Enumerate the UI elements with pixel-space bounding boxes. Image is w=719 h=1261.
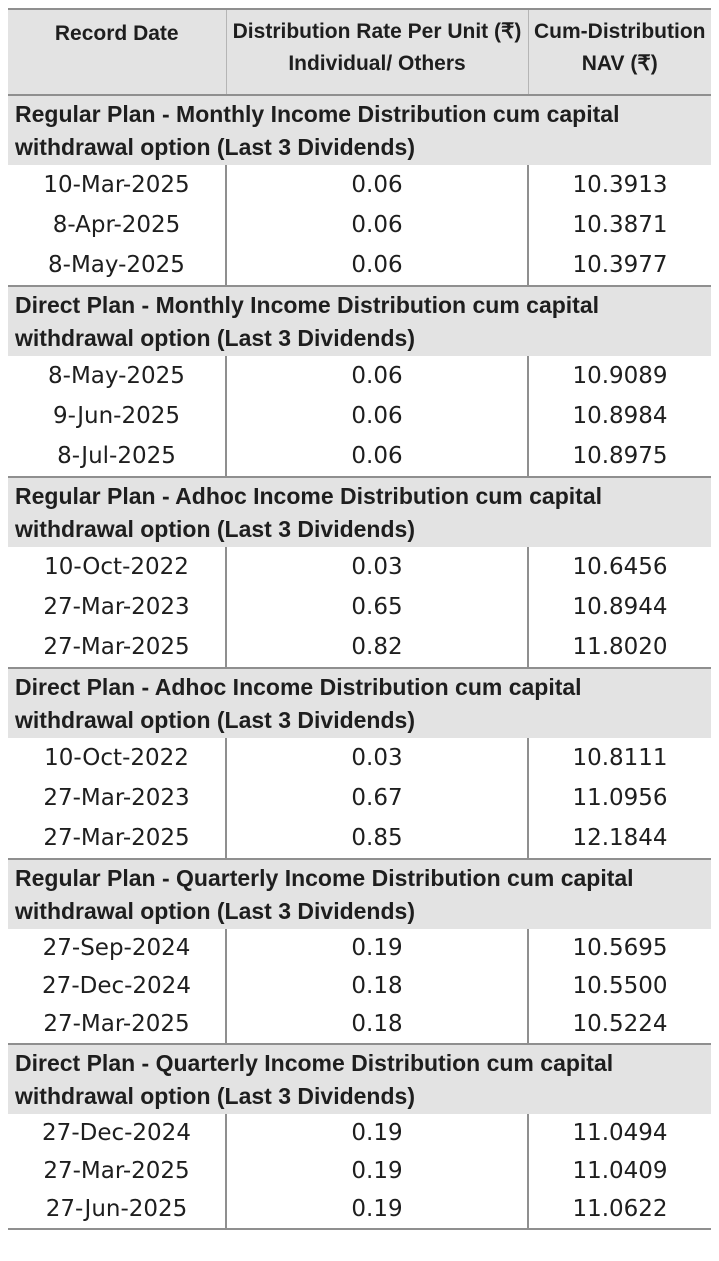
table-row xyxy=(8,967,711,1005)
nav-cell: 10.8944 xyxy=(528,587,711,627)
section-header-row xyxy=(8,95,711,165)
distribution-rate-cell: 0.19 xyxy=(226,1114,528,1152)
distribution-rate-cell: 0.03 xyxy=(226,547,528,587)
nav-cell: 10.8111 xyxy=(528,738,711,778)
distribution-rate-cell: 0.82 xyxy=(226,627,528,668)
section-header-row xyxy=(8,668,711,738)
distribution-rate-header-line1: Distribution Rate Per Unit (₹) xyxy=(232,20,522,43)
record-date-cell: 8-Apr-2025 xyxy=(52,212,181,238)
nav-cell: 10.5224 xyxy=(528,1005,711,1044)
record-date-cell: 10-Oct-2022 xyxy=(44,554,189,580)
nav-cell: 10.3977 xyxy=(528,245,711,286)
table-row xyxy=(8,356,711,396)
table-row xyxy=(8,165,711,205)
record-date-header-text: Record Date xyxy=(54,22,179,45)
record-date-cell: 27-Mar-2023 xyxy=(43,785,190,811)
table-row xyxy=(8,1005,711,1044)
distribution-rate-cell: 0.06 xyxy=(226,436,528,477)
distribution-rate-header-line2: Individual/ Others xyxy=(288,52,466,75)
record-date-cell: 27-Mar-2025 xyxy=(43,1011,190,1037)
nav-header-line1: Cum-Distribution xyxy=(534,20,706,43)
table-row xyxy=(8,818,711,859)
table-row xyxy=(8,205,711,245)
record-date-cell: 8-Jul-2025 xyxy=(57,443,176,469)
section-regular-quarterly xyxy=(8,859,711,1044)
distribution-rate-cell: 0.06 xyxy=(226,205,528,245)
section-regular-monthly xyxy=(8,95,711,286)
table-row xyxy=(8,436,711,477)
record-date-cell: 27-Jun-2025 xyxy=(8,1190,226,1229)
cum-distribution-nav-header xyxy=(528,9,711,95)
record-date-cell: 27-Dec-2024 xyxy=(42,973,191,999)
table-row xyxy=(8,778,711,818)
distribution-rate-cell: 0.65 xyxy=(226,587,528,627)
distribution-rate-cell: 0.06 xyxy=(226,396,528,436)
table-row xyxy=(8,929,711,967)
distribution-rate-cell: 0.03 xyxy=(226,738,528,778)
distribution-rate-cell: 0.67 xyxy=(226,778,528,818)
dividend-history-table xyxy=(8,8,711,1230)
distribution-rate-header xyxy=(226,9,528,95)
section-title: Regular Plan - Quarterly Income Distribution cum capital withdrawal option (Last 3 Dividends) xyxy=(8,859,711,929)
record-date-cell: 10-Mar-2025 xyxy=(43,172,190,198)
record-date-cell: 8-May-2025 xyxy=(48,363,185,389)
section-title: Regular Plan - Monthly Income Distribution cum capital withdrawal option (Last 3 Dividends) xyxy=(8,95,711,165)
table-row xyxy=(8,1190,711,1229)
nav-cell: 10.3871 xyxy=(528,205,711,245)
table-row xyxy=(8,1114,711,1152)
record-date-cell: 27-Mar-2023 xyxy=(43,594,190,620)
record-date-header xyxy=(8,9,226,95)
distribution-rate-cell: 0.18 xyxy=(226,967,528,1005)
nav-cell: 10.5695 xyxy=(528,929,711,967)
table-row xyxy=(8,1152,711,1190)
table-row xyxy=(8,547,711,587)
table-header xyxy=(8,9,711,95)
nav-cell: 10.8984 xyxy=(528,396,711,436)
nav-cell: 11.0409 xyxy=(528,1152,711,1190)
header-row xyxy=(8,9,711,95)
distribution-rate-cell: 0.06 xyxy=(226,356,528,396)
nav-cell: 11.0494 xyxy=(528,1114,711,1152)
record-date-cell: 27-Mar-2025 xyxy=(43,825,190,851)
nav-cell: 10.8975 xyxy=(528,436,711,477)
distribution-rate-cell: 0.19 xyxy=(226,929,528,967)
section-header-row xyxy=(8,859,711,929)
section-title: Direct Plan - Quarterly Income Distribution cum capital withdrawal option (Last 3 Dividends) xyxy=(8,1044,711,1114)
table-row xyxy=(8,738,711,778)
nav-cell: 10.6456 xyxy=(528,547,711,587)
section-direct-quarterly xyxy=(8,1044,711,1229)
distribution-rate-cell: 0.19 xyxy=(226,1190,528,1229)
nav-cell: 12.1844 xyxy=(528,818,711,859)
nav-cell: 10.3913 xyxy=(528,165,711,205)
section-title: Direct Plan - Adhoc Income Distribution cum capital withdrawal option (Last 3 Dividends) xyxy=(8,668,711,738)
record-date-cell: 27-Mar-2025 xyxy=(43,1158,190,1184)
nav-cell: 11.0956 xyxy=(528,778,711,818)
section-title: Direct Plan - Monthly Income Distribution cum capital withdrawal option (Last 3 Dividends) xyxy=(8,286,711,356)
table-row xyxy=(8,587,711,627)
nav-header-line2: NAV (₹) xyxy=(581,52,658,75)
distribution-rate-cell: 0.18 xyxy=(226,1005,528,1044)
record-date-cell: 8-May-2025 xyxy=(48,252,185,278)
distribution-rate-cell: 0.85 xyxy=(226,818,528,859)
distribution-rate-cell: 0.06 xyxy=(226,165,528,205)
table-row xyxy=(8,627,711,668)
record-date-cell: 9-Jun-2025 xyxy=(53,403,180,429)
distribution-rate-cell: 0.19 xyxy=(226,1152,528,1190)
section-header-row xyxy=(8,477,711,547)
record-date-cell: 27-Dec-2024 xyxy=(42,1120,191,1146)
table-row xyxy=(8,245,711,286)
section-regular-adhoc xyxy=(8,477,711,668)
record-date-cell: 27-Mar-2025 xyxy=(43,634,190,660)
section-direct-adhoc xyxy=(8,668,711,859)
table-row xyxy=(8,396,711,436)
record-date-cell: 10-Oct-2022 xyxy=(44,745,189,771)
nav-cell: 11.0622 xyxy=(528,1190,711,1229)
nav-cell: 10.9089 xyxy=(528,356,711,396)
section-title: Regular Plan - Adhoc Income Distribution cum capital withdrawal option (Last 3 Dividends) xyxy=(8,477,711,547)
record-date-cell: 27-Sep-2024 xyxy=(42,935,191,961)
section-header-row xyxy=(8,1044,711,1114)
section-direct-monthly xyxy=(8,286,711,477)
distribution-rate-cell: 0.06 xyxy=(226,245,528,286)
section-header-row xyxy=(8,286,711,356)
nav-cell: 10.5500 xyxy=(528,967,711,1005)
nav-cell: 11.8020 xyxy=(528,627,711,668)
